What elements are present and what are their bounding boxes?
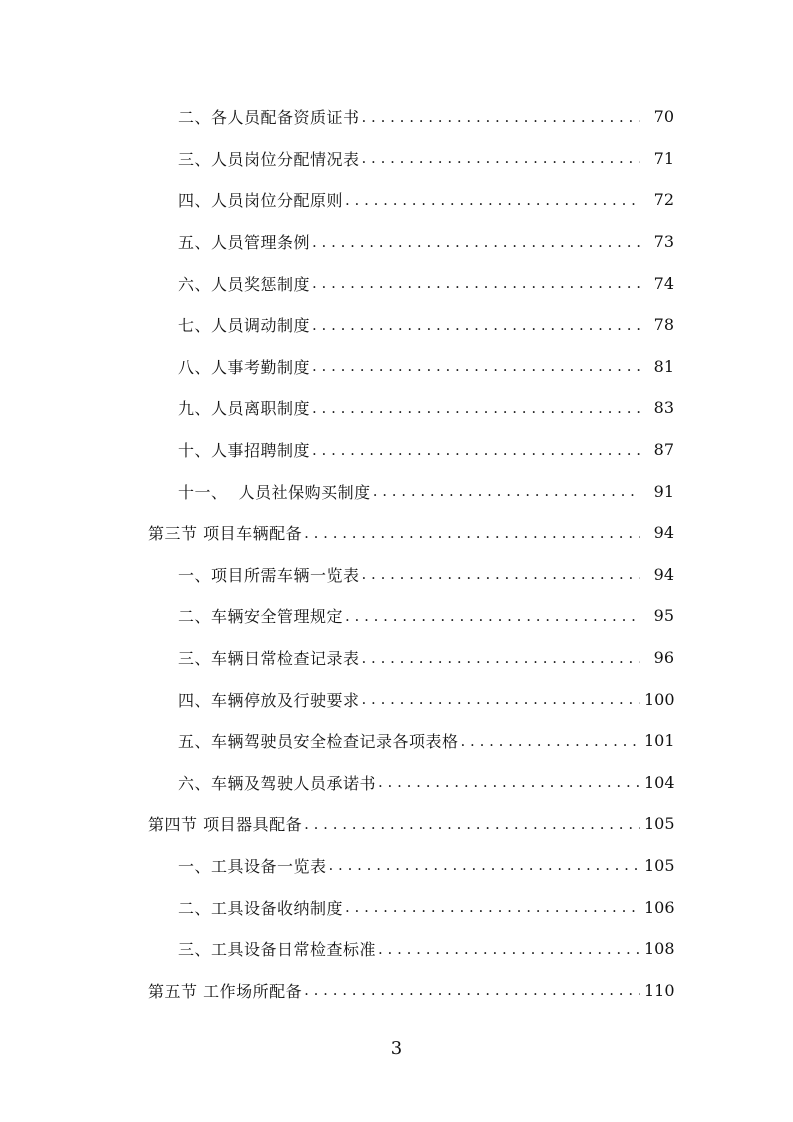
toc-entry[interactable] [0,886,793,928]
toc-entry-title: 四、车辆停放及行驶要求 [178,690,360,710]
toc-entry-title: 一、工具设备一览表 [178,856,327,876]
dot-leader [345,898,640,916]
toc-entry-title: 一、项目所需车辆一览表 [178,565,360,585]
toc-entry-page: 78 [653,315,674,335]
toc-entry[interactable] [0,387,793,429]
toc-entry-title: 第五节 工作场所配备 [148,981,303,1001]
toc-entry-page: 105 [644,855,675,875]
dot-leader [312,316,640,334]
toc-entry[interactable] [0,221,793,263]
toc-entry-page: 72 [653,190,674,210]
toc-entry-page: 110 [644,980,675,1000]
toc-entry[interactable] [0,595,793,637]
toc-section-entry[interactable] [0,803,793,845]
dot-leader [362,649,640,667]
dot-leader [329,856,640,874]
toc-entry-page: 104 [644,772,675,792]
page-number: 3 [390,1038,403,1059]
toc-entry[interactable] [0,928,793,970]
toc-entry-title: 第四节 项目器具配备 [148,815,303,835]
toc-entry-title: 六、人员奖惩制度 [178,274,311,294]
toc-entry[interactable] [0,762,793,804]
dot-leader [304,981,640,999]
toc-entry[interactable] [0,678,793,720]
toc-entry-title: 二、车辆安全管理规定 [178,607,344,627]
toc-entry-page: 101 [644,731,675,751]
toc-entry-page: 74 [653,273,674,293]
toc-entry-page: 91 [653,481,674,501]
dot-leader [378,940,640,958]
dot-leader [378,773,640,791]
dot-leader [345,607,640,625]
toc-entry[interactable] [0,346,793,388]
toc-entry-page: 70 [653,107,674,127]
toc-entry-page: 73 [653,232,674,252]
toc-entry[interactable] [0,179,793,221]
toc-entry-title: 十、人事招聘制度 [178,441,311,461]
toc-entry[interactable] [0,845,793,887]
toc-entry-page: 100 [644,689,675,709]
toc-entry-title: 三、车辆日常检查记录表 [178,649,360,669]
toc-entry-page: 105 [644,814,675,834]
toc-entry-title: 十一、 人员社保购买制度 [178,482,371,502]
toc-entry[interactable] [0,470,793,512]
dot-leader [312,441,640,459]
dot-leader [362,690,640,708]
dot-leader [312,357,640,375]
table-of-contents [0,96,793,1011]
dot-leader [362,149,640,167]
toc-entry-title: 八、人事考勤制度 [178,357,311,377]
toc-entry-title: 五、人员管理条例 [178,233,311,253]
dot-leader [304,524,640,542]
toc-entry[interactable] [0,720,793,762]
toc-entry-title: 二、工具设备收纳制度 [178,898,344,918]
toc-entry-page: 95 [653,606,674,626]
toc-entry-page: 94 [653,564,674,584]
toc-entry-page: 106 [644,897,675,917]
toc-entry-page: 94 [653,523,674,543]
toc-entry-title: 七、人员调动制度 [178,316,311,336]
dot-leader [312,274,640,292]
toc-entry[interactable] [0,554,793,596]
dot-leader [312,399,640,417]
toc-entry-title: 二、各人员配备资质证书 [178,108,360,128]
toc-entry-page: 108 [644,939,675,959]
toc-entry-page: 71 [653,148,674,168]
toc-entry[interactable] [0,637,793,679]
dot-leader [362,108,640,126]
toc-entry-page: 87 [653,440,674,460]
toc-entry-title: 五、车辆驾驶员安全检查记录各项表格 [178,732,459,752]
dot-leader [304,815,640,833]
toc-section-entry[interactable] [0,512,793,554]
toc-entry-title: 四、人员岗位分配原则 [178,191,344,211]
toc-entry[interactable] [0,304,793,346]
toc-entry[interactable] [0,96,793,138]
toc-entry-title: 第三节 项目车辆配备 [148,524,303,544]
dot-leader [345,191,640,209]
toc-entry-title: 三、工具设备日常检查标准 [178,940,377,960]
toc-entry-title: 九、人员离职制度 [178,399,311,419]
toc-entry[interactable] [0,262,793,304]
dot-leader [312,233,640,251]
dot-leader [461,732,640,750]
toc-entry[interactable] [0,138,793,180]
toc-entry-title: 三、人员岗位分配情况表 [178,149,360,169]
toc-entry-page: 83 [653,398,674,418]
toc-entry-page: 96 [653,648,674,668]
toc-entry-page: 81 [653,356,674,376]
dot-leader [373,482,640,500]
toc-entry-title: 六、车辆及驾驶人员承诺书 [178,773,377,793]
dot-leader [362,565,640,583]
toc-section-entry[interactable] [0,969,793,1011]
toc-entry[interactable] [0,429,793,471]
